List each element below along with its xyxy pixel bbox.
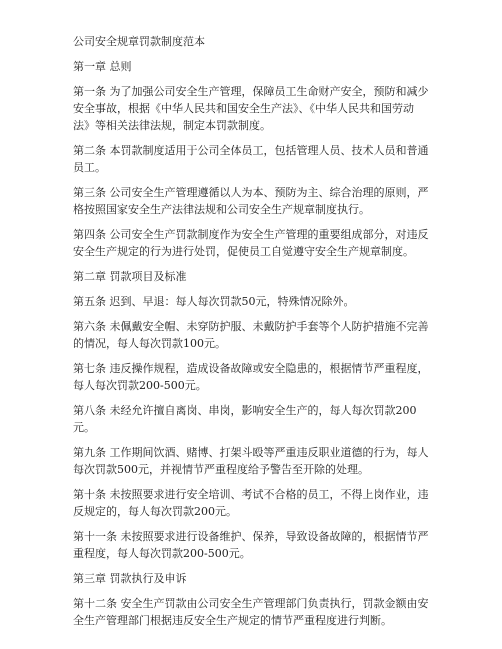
chapter-heading-1: 第一章 总则	[73, 60, 132, 73]
article-12: 第十二条 安全生产罚款由公司安全生产管理部门负责执行，罚款金额由安全生产管理部门根据违反安全生产规定的情节严重程度进行判断。	[73, 597, 429, 627]
article-4: 第四条 公司安全生产罚款制度作为安全生产管理的重要组成部分，对违反安全生产规定的行为进行处罚，促使员工自觉遵守安全生产规章制度。	[73, 228, 429, 258]
article-6: 第六条 未佩戴安全帽、未穿防护服、未戴防护手套等个人防护措施不完善的情况，每人每次罚款100元。	[73, 320, 429, 350]
article-2: 第二条 本罚款制度适用于公司全体员工，包括管理人员、技术人员和普通员工。	[73, 144, 429, 174]
article-10: 第十条 未按照要求进行安全培训、考试不合格的员工，不得上岗作业，违反规定的，每人每次罚款200元。	[73, 488, 429, 518]
article-3: 第三条 公司安全生产管理遵循以人为本、预防为主、综合治理的原则，严格按照国家安全生产法律法规和公司安全生产规章制度执行。	[73, 186, 429, 216]
article-7: 第七条 违反操作规程，造成设备故障或安全隐患的，根据情节严重程度，每人每次罚款200-500元。	[73, 362, 429, 392]
article-9: 第九条 工作期间饮酒、赌博、打架斗殴等严重违反职业道德的行为，每人每次罚款500元，并视情节严重程度给予警告至开除的处理。	[73, 446, 429, 476]
article-8: 第八条 未经允许擅自离岗、串岗，影响安全生产的，每人每次罚款200元。	[73, 404, 417, 434]
article-5: 第五条 迟到、早退：每人每次罚款50元，特殊情况除外。	[73, 295, 355, 308]
document-title: 公司安全规章罚款制度范本	[73, 35, 205, 48]
chapter-heading-2: 第二章 罚款项目及标准	[73, 270, 187, 283]
article-11: 第十一条 未按照要求进行设备维护、保养，导致设备故障的，根据情节严重程度，每人每次罚款200-500元。	[73, 530, 429, 560]
chapter-heading-3: 第三章 罚款执行及申诉	[73, 572, 187, 585]
article-1: 第一条 为了加强公司安全生产管理，保障员工生命财产安全，预防和减少安全事故，根据《中华人民共和国安全生产法》、《中华人民共和国劳动法》等相关法律法规，制定本罚款制度。	[73, 85, 429, 132]
